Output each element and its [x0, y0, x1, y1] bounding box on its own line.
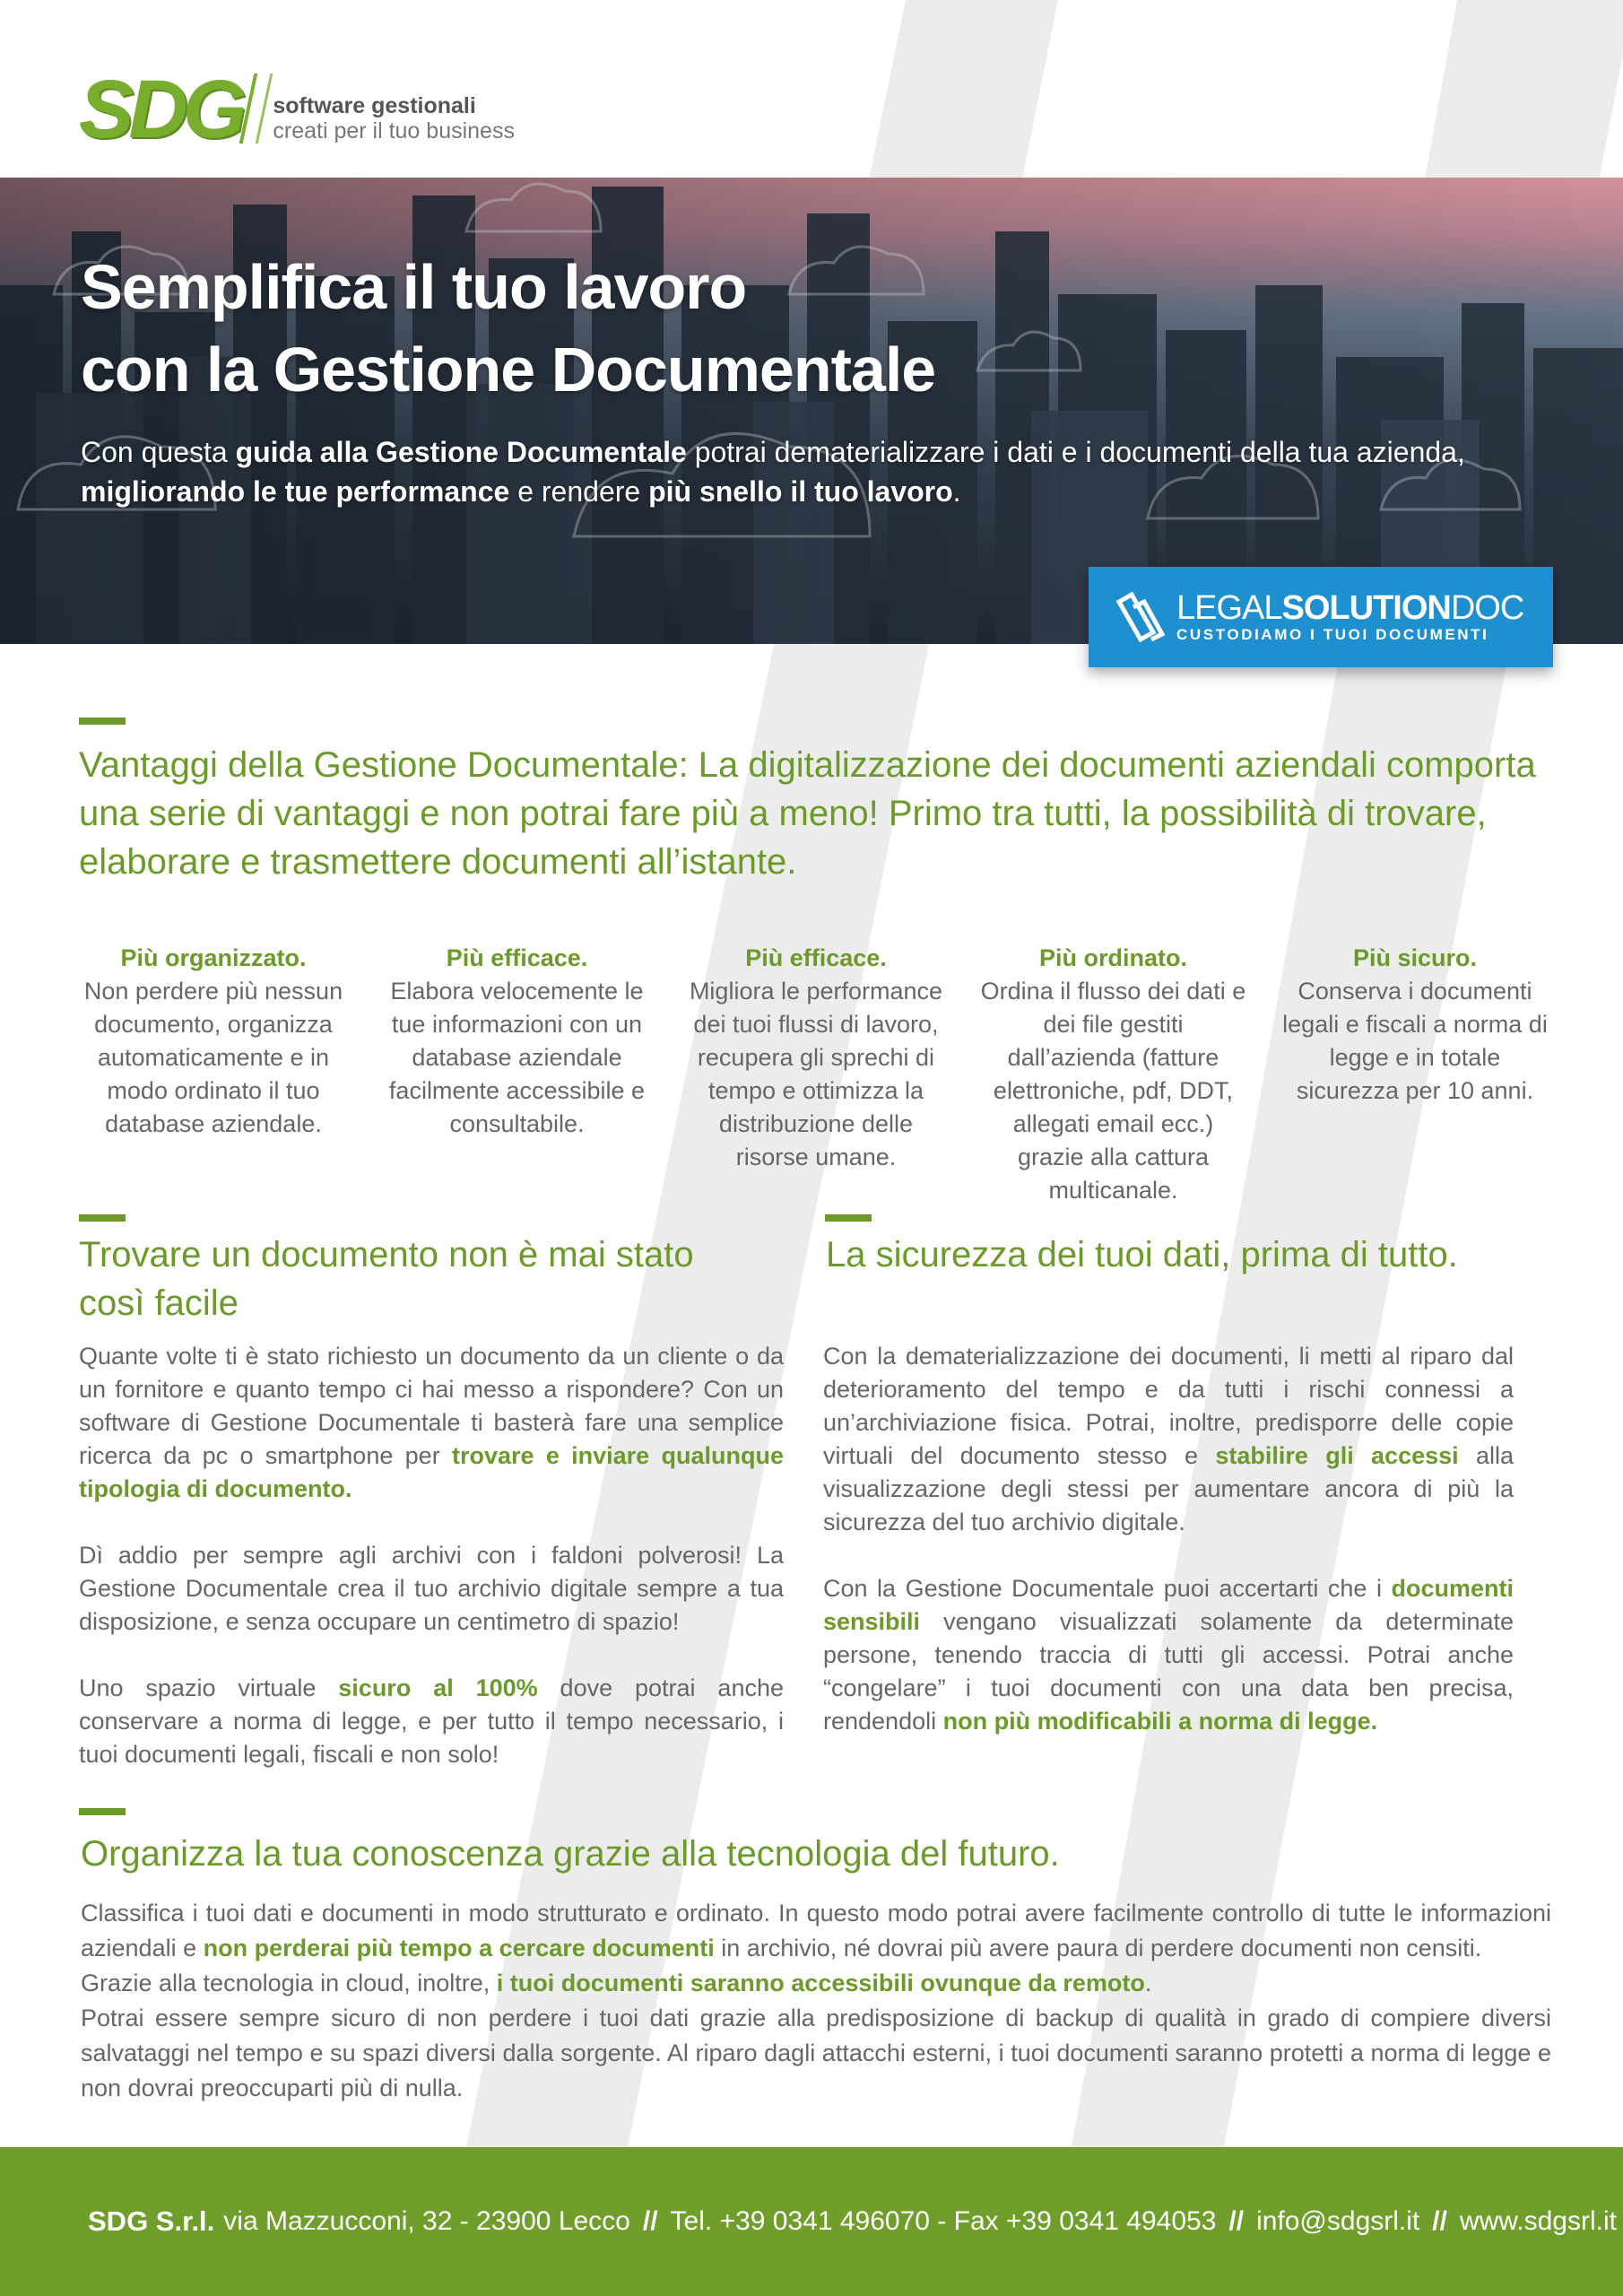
- feature-effective-performance: [686, 942, 946, 1207]
- knowledge-l1-highlight: non perderai più tempo a cercare documenti: [203, 1935, 715, 1961]
- hero-subtitle-text1: Con questa: [81, 436, 236, 468]
- hero-subtitle: [81, 432, 1551, 511]
- badge-name-part3: DOC: [1450, 589, 1524, 627]
- security-p1-text1: Con la dematerializzazione dei documenti, li metti al riparo dal deterioramento del tempo e da tutti i rischi connessi a un’archiviazione fisica. Potrai, inoltre, predisporre delle copie virtuali del documento stesso e: [823, 1343, 1514, 1469]
- security-paragraph-2: [823, 1572, 1514, 1738]
- find-p1-text: Quante volte ti è stato richiesto un documento da un cliente o da un fornitore e quanto tempo ci hai messo a rispondere? Con un software di Gestione Documentale ti basterà fare una semplice ricerca da pc o smartphone per: [79, 1343, 784, 1469]
- footer-phone-fax[interactable]: Tel. +39 0341 496070 - Fax +39 0341 494053: [670, 2206, 1217, 2236]
- security-p1-highlight: stabilire gli accessi: [1215, 1442, 1459, 1469]
- features-row: [79, 942, 1549, 1207]
- hero-title-line1: Semplifica il tuo lavoro: [81, 252, 747, 322]
- knowledge-accent-bar: [79, 1808, 126, 1815]
- feature-title: Più sicuro.: [1352, 944, 1478, 971]
- hero-subtitle-text4: .: [952, 475, 961, 508]
- security-p2-text2: vengano visualizzati solamente da determinate persone, tenendo traccia di tutti gli accessi. Potrai anche “congelare” i tuoi documenti con una data ben precisa, rendendoli: [823, 1608, 1514, 1735]
- knowledge-section-title: Organizza la tua conoscenza grazie alla tecnologia del futuro.: [81, 1834, 1060, 1874]
- security-p2-highlight1: documenti sensibili: [823, 1575, 1514, 1635]
- knowledge-paragraph: [81, 1896, 1551, 2106]
- feature-text: Non perdere più nessun documento, organizza automaticamente e in modo ordinato il tuo database aziendale.: [83, 978, 343, 1137]
- feature-text: Elabora velocemente le tue informazioni con un database aziendale facilmente accessibile e consultabile.: [388, 978, 646, 1137]
- logo-mark: SDG: [79, 64, 242, 155]
- security-section-title: La sicurezza dei tuoi dati, prima di tutto.: [826, 1235, 1458, 1274]
- hero-subtitle-text2: potrai dematerializzare i dati e i documenti della tua azienda,: [686, 436, 1465, 468]
- feature-title: Più efficace.: [745, 944, 887, 971]
- hero-subtitle-text3: e rendere: [509, 475, 649, 508]
- badge-text: [1176, 590, 1523, 644]
- footer-email-link[interactable]: info@sdgsrl.it: [1256, 2206, 1420, 2236]
- hero-title-line2: con la Gestione Documentale: [81, 335, 936, 404]
- badge-name-part2: SOLUTION: [1281, 589, 1451, 627]
- hero-subtitle-bold2: migliorando le tue performance: [81, 475, 510, 508]
- footer-separator: //: [1228, 2206, 1245, 2236]
- logo-tagline-line1: software gestionali: [273, 93, 476, 118]
- footer-separator: //: [1432, 2206, 1447, 2236]
- security-p2-text1: Con la Gestione Documentale puoi accertarti che i: [823, 1575, 1392, 1602]
- legalsolutiondoc-badge[interactable]: [1089, 567, 1553, 667]
- feature-text: Ordina il flusso dei dati e dei file gestiti dall’azienda (fatture elettroniche, pdf, DDT, allegati email ecc.) grazie alla cattura multicanale.: [980, 978, 1246, 1204]
- logo-tagline-line2: creati per il tuo business: [273, 118, 515, 144]
- feature-text: Conserva i documenti legali e fiscali a norma di legge e in totale sicurezza per 10 anni.: [1282, 978, 1548, 1104]
- find-p1-highlight: trovare e inviare qualunque tipologia di documento.: [79, 1442, 784, 1502]
- badge-name: [1176, 590, 1523, 626]
- find-p3-text1: Uno spazio virtuale: [79, 1674, 339, 1701]
- hero-subtitle-bold3: più snello il tuo lavoro: [648, 475, 953, 508]
- logo-tagline: [273, 93, 515, 145]
- footer-separator: //: [642, 2206, 658, 2236]
- intro-heading: Vantaggi della Gestione Documentale: La digitalizzazione dei documenti aziendali comporta una serie di vantaggi e non potrai fare più a meno! Primo tra tutti, la possibilità di trovare, elaborare e trasmettere documenti all’istante.: [79, 745, 1536, 882]
- intro-accent-bar: [79, 718, 126, 725]
- knowledge-l1-text1: Classifica i tuoi dati e documenti in modo strutturato e ordinato. In questo modo potrai avere facilmente controllo di tutte le informazioni aziendali e: [81, 1900, 1551, 1961]
- logo-bars-icon: [239, 74, 273, 144]
- find-paragraph-2: Dì addio per sempre agli archivi con i faldoni polverosi! La Gestione Documentale crea il tuo archivio digitale sempre a tua disposizione, e senza occupare un centimetro di spazio!: [79, 1542, 784, 1635]
- footer-company: SDG S.r.l.: [88, 2205, 215, 2237]
- find-section: [79, 1231, 784, 1771]
- feature-ordered: [981, 942, 1246, 1207]
- hero-subtitle-bold1: guida alla Gestione Documentale: [235, 436, 687, 468]
- footer-website-link[interactable]: www.sdgsrl.it: [1459, 2206, 1617, 2236]
- knowledge-section: [81, 1830, 1551, 2106]
- security-p2-highlight2: non più modificabili a norma di legge.: [942, 1708, 1378, 1735]
- badge-name-part1: LEGAL: [1176, 589, 1282, 627]
- knowledge-l1-text2: in archivio, né dovrai più avere paura di perdere documenti non censiti.: [714, 1935, 1482, 1961]
- badge-tagline: CUSTODIAMO I TUOI DOCUMENTI: [1176, 626, 1489, 643]
- security-section: [823, 1231, 1514, 1738]
- company-logo[interactable]: [79, 64, 515, 155]
- knowledge-l3-text: Potrai essere sempre sicuro di non perdere i tuoi dati grazie alla predisposizione di backup di qualità in grado di compiere diversi salvataggi nel tempo e su spazi diversi dalla sorgente. Al riparo dagli attacchi esterni, i tuoi documenti saranno protetti a norma di legge e non dovrai preoccuparti più di nulla.: [81, 2005, 1551, 2101]
- knowledge-l2-text2: .: [1144, 1970, 1152, 1996]
- feature-title: Più organizzato.: [120, 944, 307, 971]
- feature-text: Migliora le performance dei tuoi flussi di lavoro, recupera gli sprechi di tempo e ottimizza la distribuzione delle risorse umane.: [689, 978, 943, 1170]
- footer-contact-bar: [0, 2147, 1623, 2296]
- footer-address: via Mazzucconi, 32 - 23900 Lecco: [223, 2206, 630, 2236]
- security-p1-text2: alla visualizzazione degli stessi per aumentare ancora di più la sicurezza del tuo archivio digitale.: [823, 1442, 1514, 1535]
- security-accent-bar: [825, 1214, 872, 1222]
- knowledge-l2-text1: Grazie alla tecnologia in cloud, inoltre,: [81, 1970, 497, 1996]
- feature-effective: [383, 942, 652, 1207]
- find-accent-bar: [79, 1214, 126, 1222]
- legalsolutiondoc-logo-icon: [1114, 589, 1167, 645]
- feature-title: Più efficace.: [446, 944, 588, 971]
- find-paragraph-3: [79, 1672, 784, 1771]
- hero-title: [81, 246, 935, 411]
- security-paragraph-1: [823, 1340, 1514, 1539]
- feature-title: Più ordinato.: [1039, 944, 1187, 971]
- knowledge-l2-highlight: i tuoi documenti saranno accessibili ovunque da remoto: [496, 1970, 1145, 1996]
- find-p3-text2: dove potrai anche conservare a norma di legge, e per tutto il tempo necessario, i tuoi documenti legali, fiscali e non solo!: [79, 1674, 784, 1768]
- find-p3-highlight: sicuro al 100%: [338, 1674, 538, 1701]
- find-section-title: Trovare un documento non è mai stato così facile: [79, 1235, 694, 1323]
- feature-secure: [1280, 942, 1549, 1207]
- feature-organized: [79, 942, 348, 1207]
- find-paragraph-1: [79, 1340, 784, 1506]
